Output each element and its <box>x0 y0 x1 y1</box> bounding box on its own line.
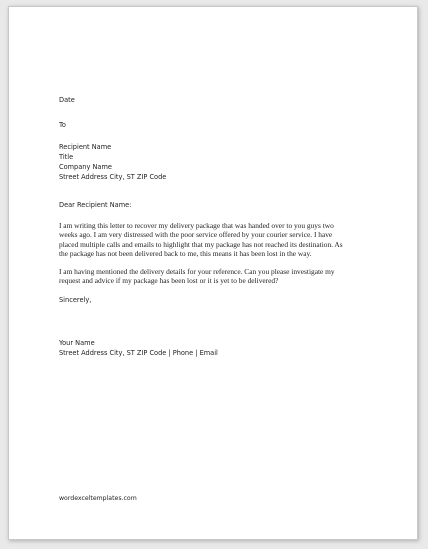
letter-page <box>8 6 418 540</box>
recipient-title: Title <box>59 153 74 161</box>
footer-website: wordexceltemplates.com <box>59 495 137 502</box>
recipient-address: Street Address City, ST ZIP Code <box>59 173 167 181</box>
paragraph-line: request and advice if my package has been lost or it is yet to be delivered? <box>59 276 279 286</box>
paragraph-line: the package has not been delivered back to me, this means it has been lost in the way. <box>59 249 312 259</box>
salutation: Dear Recipient Name: <box>59 201 132 209</box>
recipient-company: Company Name <box>59 163 112 171</box>
paragraph-line: weeks ago. I am very distressed with the poor service offered by your courier service. I have <box>59 230 333 240</box>
body-paragraph-2 <box>59 267 369 286</box>
recipient-name: Recipient Name <box>59 143 112 151</box>
date-line: Date <box>59 96 75 104</box>
to-line: To <box>59 121 66 129</box>
sender-name: Your Name <box>59 339 95 347</box>
sender-contact: Street Address City, ST ZIP Code | Phone | Email <box>59 349 218 357</box>
paragraph-line: I am having mentioned the delivery details for your reference. Can you please investigate my <box>59 267 335 276</box>
recipient-block <box>59 142 166 182</box>
closing: Sincerely, <box>59 296 92 304</box>
sender-block <box>59 338 218 358</box>
paragraph-line: I am writing this letter to recover my delivery package that was handed over to you guys two <box>59 221 334 230</box>
body-paragraph-1 <box>59 221 369 259</box>
paragraph-line: placed multiple calls and emails to highlight that my package has not reached its destination. As <box>59 239 343 249</box>
